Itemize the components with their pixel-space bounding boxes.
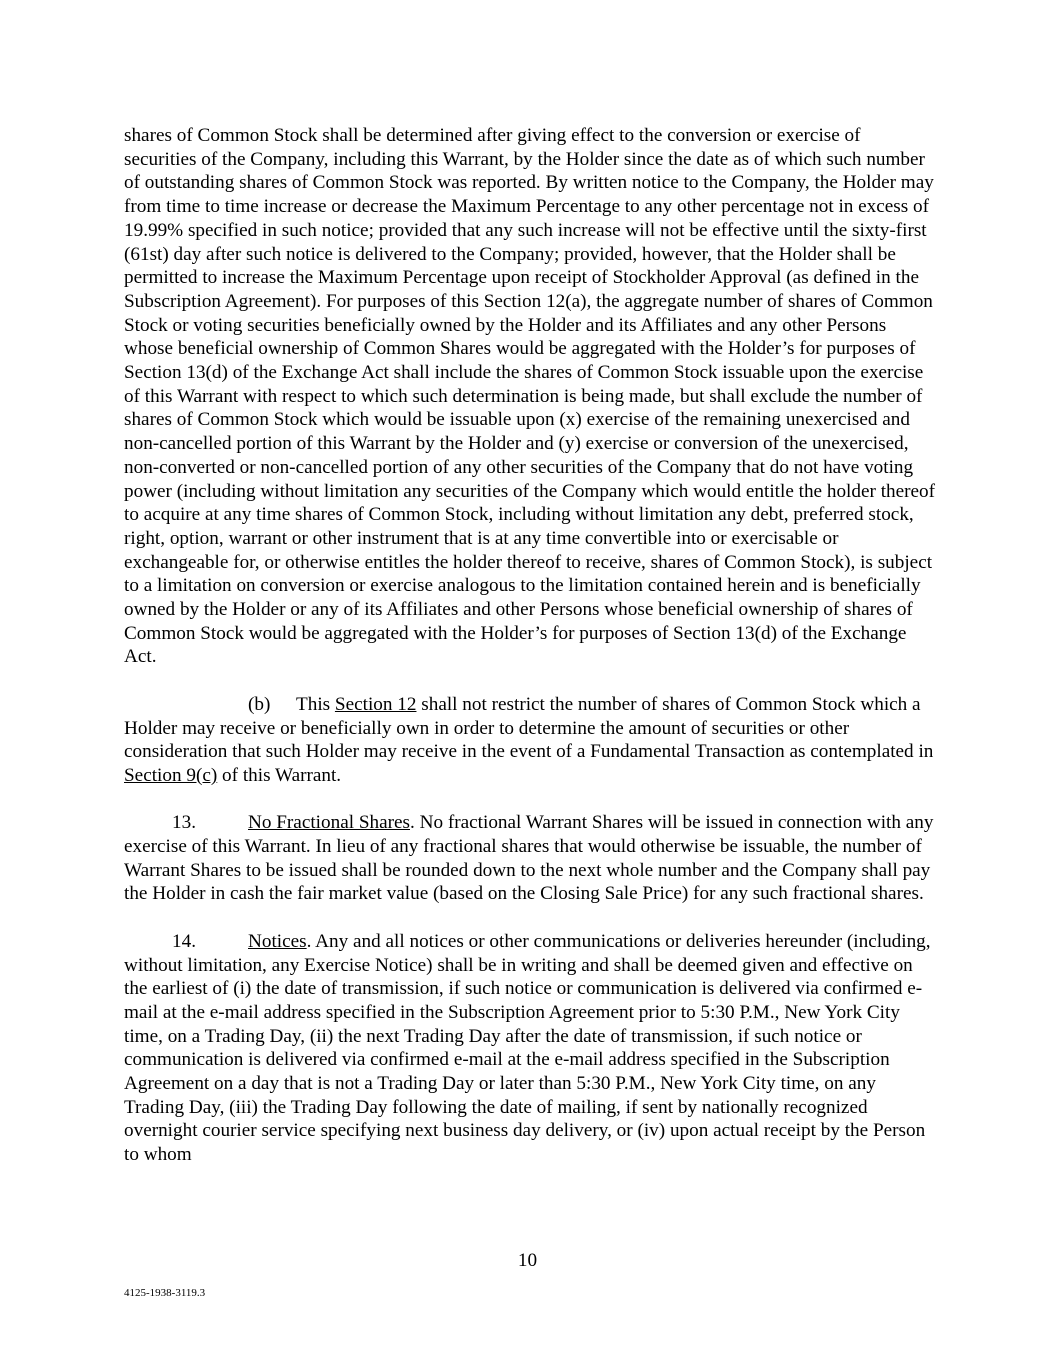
continuation-paragraph: shares of Common Stock shall be determined after giving effect to the conversion or exercise of securities of the Company, including this Warrant, by the Holder since the date as of which such number of outstanding shares of Common Stock was reported. By written notice to the Company, the Holder may from time to time increase or decrease the Maximum Percentage to any other percentage not in excess of 19.99% specified in such notice; provided that any such increase will not be effective until the sixty-first (61st) day after such notice is delivered to the Company; provided, however, that the Holder shall be permitted to increase the Maximum Percentage upon receipt of Stockholder Approval (as defined in the Subscription Agreement). For purposes of this Section 12(a), the aggregate number of shares of Common Stock or voting securities beneficially owned by the Holder and its Affiliates and any other Persons whose beneficial ownership of Common Shares would be aggregated with the Holder’s for purposes of Section 13(d) of the Exchange Act shall include the shares of Common Stock issuable upon the exercise of this Warrant with respect to which such determination is being made, but shall exclude the number of shares of Common Stock which would be issuable upon (x) exercise of the remaining unexercised and non-cancelled portion of this Warrant by the Holder and (y) exercise or conversion of the unexercised, non-converted or non-cancelled portion of any other securities of the Company that do not have voting power (including without limitation any securities of the Company which would entitle the holder thereof to acquire at any time shares of Common Stock, including without limitation any debt, preferred stock, right, option, warrant or other instrument that is at any time convertible into or exercisable or exchangeable for, or otherwise entitles the holder thereof to receive, shares of Common Stock), is subject to a limitation on conversion or exercise analogous to the limitation contained herein and is beneficially owned by the Holder or any of its Affiliates and other Persons whose beneficial ownership of shares of Common Stock would be aggregated with the Holder’s for purposes of Section 13(d) of the Exchange Act. xyxy=(124,125,936,668)
section-heading: No Fractional Shares xyxy=(248,812,410,834)
section-13-body: . No fractional Warrant Shares will be issued in connection with any exercise of this Warrant. In lieu of any fractional shares that would otherwise be issuable, the number of Warrant Shares to be issued shall be rounded down to the next whole number and the Company shall pay the Holder in cash the fair market value (based on the Closing Sale Price) for any such fractional shares. xyxy=(124,812,934,905)
section-13-paragraph xyxy=(124,811,936,906)
section-12b-text-2: shall not restrict the number of shares of Common Stock which a Holder may receive or beneficially own in order to determine the amount of securities or other consideration that such Holder may receive in the event of a Fundamental Transaction as contemplated in xyxy=(124,693,934,763)
section-12-reference: Section 12 xyxy=(334,693,417,715)
subsection-label: (b) xyxy=(248,693,271,715)
page-body xyxy=(124,124,936,1191)
section-number: 13. xyxy=(172,812,196,834)
section-14-paragraph xyxy=(124,930,936,1167)
section-9c-reference: Section 9(c) xyxy=(124,764,218,786)
section-12b-text-3: of this Warrant. xyxy=(217,764,342,786)
section-14-body: . Any and all notices or other communications or deliveries hereunder (including, without limitation, any Exercise Notice) shall be in writing and shall be deemed given and effective on the earliest of (i) the date of transmission, if such notice or communication is delivered via confirmed e-mail at the e-mail address specified in the Subscription Agreement prior to 5:30 P.M., New York City time, on a Trading Day, (ii) the next Trading Day after the date of transmission, if such notice or communication is delivered via confirmed e-mail at the e-mail address specified in the Subscription Agreement on a day that is not a Trading Day or later than 5:30 P.M., New York City time, on any Trading Day, (iii) the Trading Day following the date of mailing, if sent by nationally recognized overnight courier service specifying next business day delivery, or (iv) upon actual receipt by the Person to whom xyxy=(124,930,931,1166)
document-id: 4125-1938-3119.3 xyxy=(124,1287,206,1299)
section-number: 14. xyxy=(172,930,196,952)
page-number: 10 xyxy=(517,1250,538,1271)
section-heading: Notices xyxy=(248,930,307,952)
section-12b-text-1: This xyxy=(296,693,335,715)
section-12b-paragraph xyxy=(124,693,936,788)
